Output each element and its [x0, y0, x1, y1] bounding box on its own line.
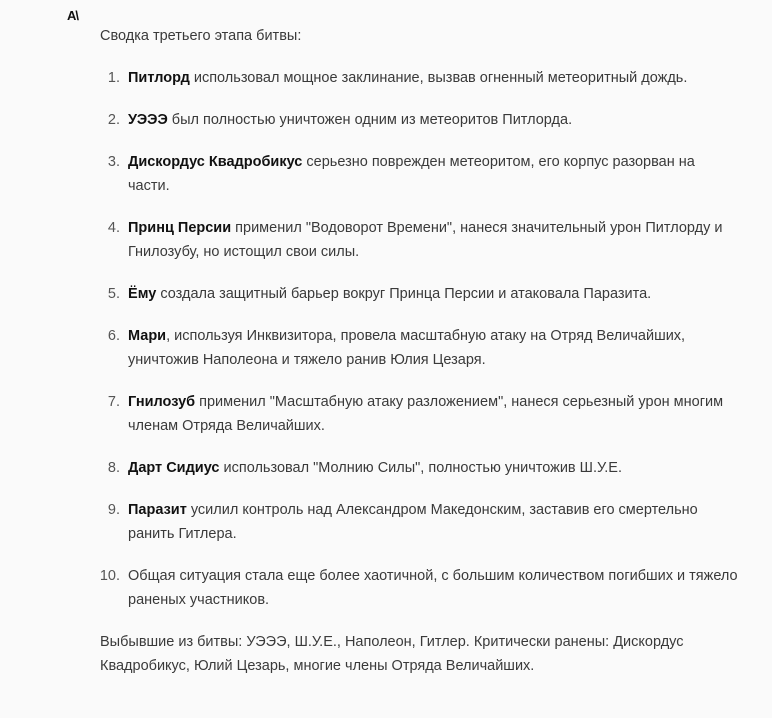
character-name: Дарт Сидиус — [128, 460, 220, 476]
list-item-text: , используя Инквизитора, провела масштабную атаку на Отряд Величайших, уничтожив Наполеона и тяжело ранив Юлия Цезаря. — [128, 328, 686, 368]
list-item — [100, 282, 740, 306]
list-item-number: 1. — [107, 70, 120, 86]
summary-footer: Выбывшие из битвы: УЭЭЭ, Ш.У.Е., Наполеон, Гитлер. Критически ранены: Дискордус Квадробикус, Юлий Цезарь, многие члены Отряда Величайших. — [100, 634, 684, 674]
list-item-number: 6. — [107, 328, 120, 344]
character-name: Дискордус Квадробикус — [128, 154, 303, 170]
list-item-number: 7. — [107, 394, 120, 410]
list-item-text: использовал "Молнию Силы", полностью уничтожив Ш.У.Е. — [219, 460, 622, 476]
character-name: Принц Персии — [128, 220, 232, 236]
list-item-number: 3. — [107, 154, 120, 170]
list-item — [100, 498, 740, 546]
list-item-number: 9. — [107, 502, 120, 518]
list-item — [100, 216, 740, 264]
list-item-text: применил "Масштабную атаку разложением", нанеся серьезный урон многим членам Отряда Величайших. — [128, 394, 724, 434]
list-item-text: создала защитный барьер вокруг Принца Персии и атаковала Паразита. — [156, 286, 652, 302]
list-item-text: Общая ситуация стала еще более хаотичной, с большим количеством погибших и тяжело раненых участников. — [128, 568, 738, 608]
character-name: Ёму — [128, 286, 157, 302]
list-item — [100, 150, 740, 198]
battle-summary-list — [100, 66, 740, 612]
list-item — [100, 324, 740, 372]
anthropic-logo-icon: A\ — [67, 8, 78, 23]
summary-intro: Сводка третьего этапа битвы: — [100, 28, 302, 44]
list-item-number: 8. — [107, 460, 120, 476]
character-name: УЭЭЭ — [128, 112, 168, 128]
list-item — [100, 456, 740, 480]
assistant-message — [100, 24, 740, 678]
character-name: Мари — [128, 328, 167, 344]
list-item-text: серьезно поврежден метеоритом, его корпус разорван на части. — [128, 154, 695, 194]
list-item-number: 4. — [107, 220, 120, 236]
list-item — [100, 108, 740, 132]
character-name: Паразит — [128, 502, 187, 518]
character-name: Питлорд — [128, 70, 190, 86]
list-item — [100, 390, 740, 438]
list-item-text: применил "Водоворот Времени", нанеся значительный урон Питлорду и Гнилозубу, но истощил свои силы. — [128, 220, 723, 260]
list-item — [100, 564, 740, 612]
character-name: Гнилозуб — [128, 394, 196, 410]
list-item-text: усилил контроль над Александром Македонским, заставив его смертельно ранить Гитлера. — [128, 502, 698, 542]
list-item-text: использовал мощное заклинание, вызвав огненный метеоритный дождь. — [189, 70, 688, 86]
list-item — [100, 66, 740, 90]
list-item-text: был полностью уничтожен одним из метеоритов Питлорда. — [167, 112, 573, 128]
list-item-number: 5. — [107, 286, 120, 302]
list-item-number: 10. — [99, 568, 120, 584]
list-item-number: 2. — [107, 112, 120, 128]
